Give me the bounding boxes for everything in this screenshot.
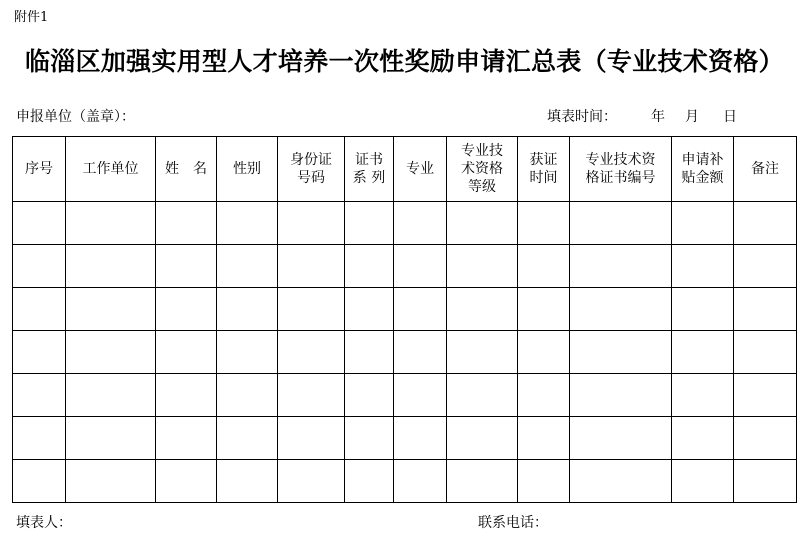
column-header-line: 身份证	[290, 152, 332, 168]
table-cell[interactable]	[13, 202, 66, 245]
column-header	[570, 137, 672, 202]
table-cell[interactable]	[394, 245, 447, 288]
table-cell[interactable]	[672, 202, 734, 245]
table-cell[interactable]	[66, 374, 156, 417]
filler-label: 填表人：	[16, 515, 72, 531]
table-cell[interactable]	[447, 417, 518, 460]
table-cell[interactable]	[66, 331, 156, 374]
fill-time-day: 日	[723, 109, 737, 125]
table-cell[interactable]	[734, 460, 797, 503]
table-cell[interactable]	[345, 417, 394, 460]
table-cell[interactable]	[447, 374, 518, 417]
table-cell[interactable]	[278, 331, 345, 374]
table-cell[interactable]	[394, 374, 447, 417]
table-cell[interactable]	[217, 331, 278, 374]
column-header-line: 专业	[406, 161, 434, 177]
attachment-label: 附件1	[14, 10, 49, 25]
table-cell[interactable]	[13, 288, 66, 331]
column-header	[518, 137, 570, 202]
table-cell[interactable]	[734, 331, 797, 374]
table-cell[interactable]	[570, 417, 672, 460]
table-cell[interactable]	[278, 460, 345, 503]
table-cell[interactable]	[278, 202, 345, 245]
table-cell[interactable]	[734, 245, 797, 288]
table-cell[interactable]	[447, 460, 518, 503]
table-cell[interactable]	[217, 417, 278, 460]
table-cell[interactable]	[394, 460, 447, 503]
fill-time-month: 月	[685, 109, 699, 125]
table-cell[interactable]	[345, 288, 394, 331]
table-cell[interactable]	[394, 202, 447, 245]
table-cell[interactable]	[156, 202, 217, 245]
table-cell[interactable]	[345, 202, 394, 245]
fill-time-label: 填表时间：	[547, 109, 617, 125]
column-header-line: 格证书编号	[585, 170, 656, 186]
column-header-line: 证书	[355, 152, 383, 168]
table-cell[interactable]	[734, 202, 797, 245]
page-title: 临淄区加强实用型人才培养一次性奖励申请汇总表（专业技术资格）	[24, 47, 784, 76]
table-row	[13, 417, 797, 460]
table-cell[interactable]	[13, 417, 66, 460]
column-header	[13, 137, 66, 202]
column-header-line: 备注	[751, 161, 779, 177]
table-cell[interactable]	[734, 288, 797, 331]
table-header-row	[13, 137, 797, 202]
table-cell[interactable]	[13, 460, 66, 503]
column-header-line: 时间	[529, 170, 558, 186]
column-header-line: 等级	[468, 179, 496, 195]
table-cell[interactable]	[156, 245, 217, 288]
column-header	[345, 137, 394, 202]
table-row	[13, 202, 797, 245]
table-cell[interactable]	[518, 202, 570, 245]
table-cell[interactable]	[570, 374, 672, 417]
fill-time-year: 年	[651, 109, 665, 125]
table-cell[interactable]	[156, 460, 217, 503]
table-row	[13, 374, 797, 417]
table-cell[interactable]	[734, 374, 797, 417]
column-header-line: 术资格	[461, 161, 503, 177]
table-cell[interactable]	[672, 331, 734, 374]
column-header-line: 专业技	[461, 143, 503, 159]
column-header-line: 性别	[233, 161, 261, 177]
table-cell[interactable]	[13, 374, 66, 417]
phone-label: 联系电话：	[478, 515, 548, 531]
column-header	[217, 137, 278, 202]
table-cell[interactable]	[447, 288, 518, 331]
table-cell[interactable]	[13, 331, 66, 374]
column-header	[156, 137, 217, 202]
table-cell[interactable]	[66, 288, 156, 331]
fill-time	[547, 106, 737, 126]
column-header-line: 序号	[25, 161, 53, 177]
table-cell[interactable]	[278, 288, 345, 331]
table-cell[interactable]	[447, 202, 518, 245]
table-cell[interactable]	[672, 417, 734, 460]
column-header	[734, 137, 797, 202]
table-cell[interactable]	[447, 245, 518, 288]
table-cell[interactable]	[672, 245, 734, 288]
table-cell[interactable]	[66, 245, 156, 288]
table-cell[interactable]	[394, 288, 447, 331]
table-cell[interactable]	[217, 374, 278, 417]
table-cell[interactable]	[156, 288, 217, 331]
table-cell[interactable]	[217, 202, 278, 245]
table-cell[interactable]	[672, 288, 734, 331]
table-cell[interactable]	[570, 202, 672, 245]
table-cell[interactable]	[156, 417, 217, 460]
table-cell[interactable]	[570, 331, 672, 374]
table-row	[13, 288, 797, 331]
column-header	[394, 137, 447, 202]
column-header	[447, 137, 518, 202]
table-cell[interactable]	[278, 245, 345, 288]
table-cell[interactable]	[518, 417, 570, 460]
table-cell[interactable]	[518, 460, 570, 503]
table-cell[interactable]	[156, 331, 217, 374]
table-cell[interactable]	[345, 331, 394, 374]
column-header-line: 工作单位	[82, 161, 139, 177]
table-cell[interactable]	[734, 417, 797, 460]
table-cell[interactable]	[345, 245, 394, 288]
table-row	[13, 245, 797, 288]
table-cell[interactable]	[518, 288, 570, 331]
table-cell[interactable]	[156, 374, 217, 417]
table-cell[interactable]	[518, 374, 570, 417]
table-cell[interactable]	[66, 460, 156, 503]
table-row	[13, 331, 797, 374]
table-cell[interactable]	[570, 288, 672, 331]
table-cell[interactable]	[217, 460, 278, 503]
table-cell[interactable]	[278, 374, 345, 417]
table-cell[interactable]	[518, 331, 570, 374]
table-cell[interactable]	[570, 460, 672, 503]
column-header	[66, 137, 156, 202]
column-header-line: 系 列	[352, 170, 386, 186]
column-header-line: 号码	[297, 170, 325, 186]
table-cell[interactable]	[447, 331, 518, 374]
table-cell[interactable]	[345, 374, 394, 417]
table-cell[interactable]	[217, 245, 278, 288]
column-header-line: 贴金额	[681, 170, 724, 186]
column-header-line: 专业技术资	[585, 152, 656, 168]
table-cell[interactable]	[217, 288, 278, 331]
table-cell[interactable]	[66, 417, 156, 460]
table-cell[interactable]	[345, 460, 394, 503]
table-cell[interactable]	[672, 374, 734, 417]
table-cell[interactable]	[672, 460, 734, 503]
column-header	[672, 137, 734, 202]
table-cell[interactable]	[394, 417, 447, 460]
column-header-line: 申请补	[681, 152, 724, 168]
table-cell[interactable]	[394, 331, 447, 374]
summary-table	[12, 136, 797, 503]
table-cell[interactable]	[518, 245, 570, 288]
table-cell[interactable]	[570, 245, 672, 288]
column-header-line: 姓 名	[165, 161, 207, 177]
column-header-line: 获证	[529, 152, 558, 168]
column-header	[278, 137, 345, 202]
table-cell[interactable]	[66, 202, 156, 245]
table-cell[interactable]	[13, 245, 66, 288]
table-cell[interactable]	[278, 417, 345, 460]
reporting-unit-label: 申报单位（盖章）：	[16, 109, 135, 125]
table-row	[13, 460, 797, 503]
table-body	[13, 202, 797, 503]
